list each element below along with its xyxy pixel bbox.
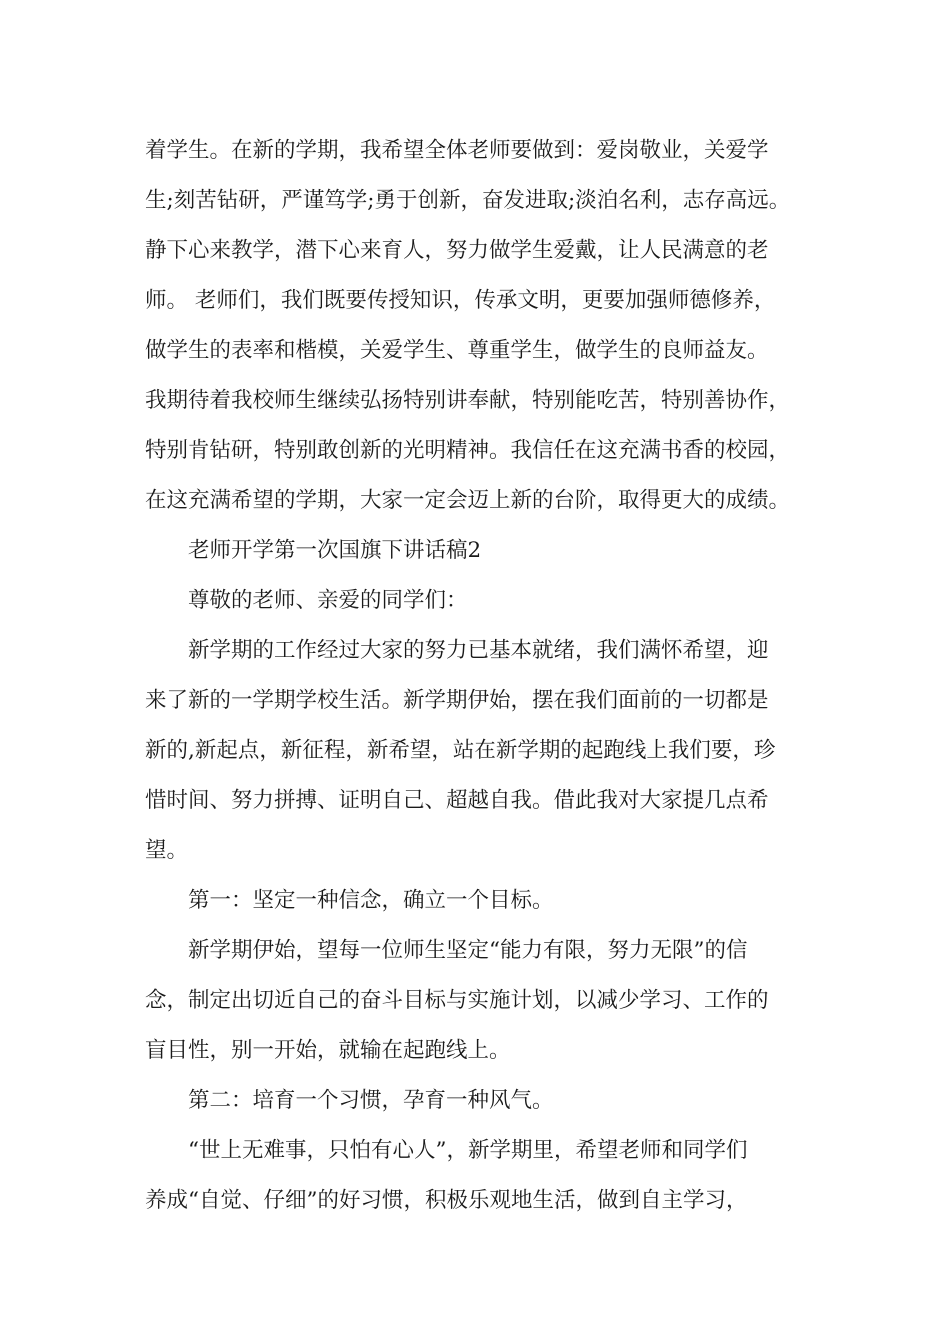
text-line: 新的,新起点，新征程，新希望，站在新学期的起跑线上我们要，珍 bbox=[145, 738, 776, 763]
text-line: 惜时间、努力拼搏、证明自己、超越自我。借此我对大家提几点希 bbox=[145, 788, 769, 813]
section-heading: 老师开学第一次国旗下讲话稿2 bbox=[188, 538, 482, 563]
text-line: 师。 老师们，我们既要传授知识，传承文明，更要加强师德修养， bbox=[145, 288, 776, 313]
text-line: 养成“自觉、仔细”的好习惯，积极乐观地生活，做到自主学习， bbox=[145, 1188, 748, 1213]
text-line: “世上无难事，只怕有心人”，新学期里，希望老师和同学们 bbox=[188, 1138, 748, 1163]
point-heading-1: 第一：坚定一种信念，确立一个目标。 bbox=[188, 888, 554, 913]
salutation: 尊敬的老师、亲爱的同学们： bbox=[188, 588, 468, 613]
point-heading-2: 第二：培育一个习惯，孕育一种风气。 bbox=[188, 1088, 554, 1113]
text-line: 来了新的一学期学校生活。新学期伊始，摆在我们面前的一切都是 bbox=[145, 688, 769, 713]
text-line: 新学期的工作经过大家的努力已基本就绪，我们满怀希望，迎 bbox=[188, 638, 769, 663]
text-line: 在这充满希望的学期，大家一定会迈上新的台阶，取得更大的成绩。 bbox=[145, 488, 791, 513]
text-line: 着学生。在新的学期，我希望全体老师要做到：爱岗敬业，关爱学 bbox=[145, 138, 769, 163]
text-line: 静下心来教学，潜下心来育人，努力做学生爱戴，让人民满意的老 bbox=[145, 238, 769, 263]
text-line: 盲目性，别一开始，就输在起跑线上。 bbox=[145, 1038, 511, 1063]
text-line: 我期待着我校师生继续弘扬特别讲奉献，特别能吃苦，特别善协作， bbox=[145, 388, 791, 413]
text-line: 生;刻苦钻研，严谨笃学;勇于创新，奋发进取;淡泊名利，志存高远。 bbox=[145, 188, 791, 213]
text-line: 望。 bbox=[145, 838, 189, 863]
text-line: 念，制定出切近自己的奋斗目标与实施计划，以减少学习、工作的 bbox=[145, 988, 769, 1013]
text-line: 特别肯钻研，特别敢创新的光明精神。我信任在这充满书香的校园， bbox=[145, 438, 791, 463]
text-line: 新学期伊始，望每一位师生坚定“能力有限，努力无限”的信 bbox=[188, 938, 748, 963]
text-line: 做学生的表率和楷模，关爱学生、尊重学生，做学生的良师益友。 bbox=[145, 338, 769, 363]
